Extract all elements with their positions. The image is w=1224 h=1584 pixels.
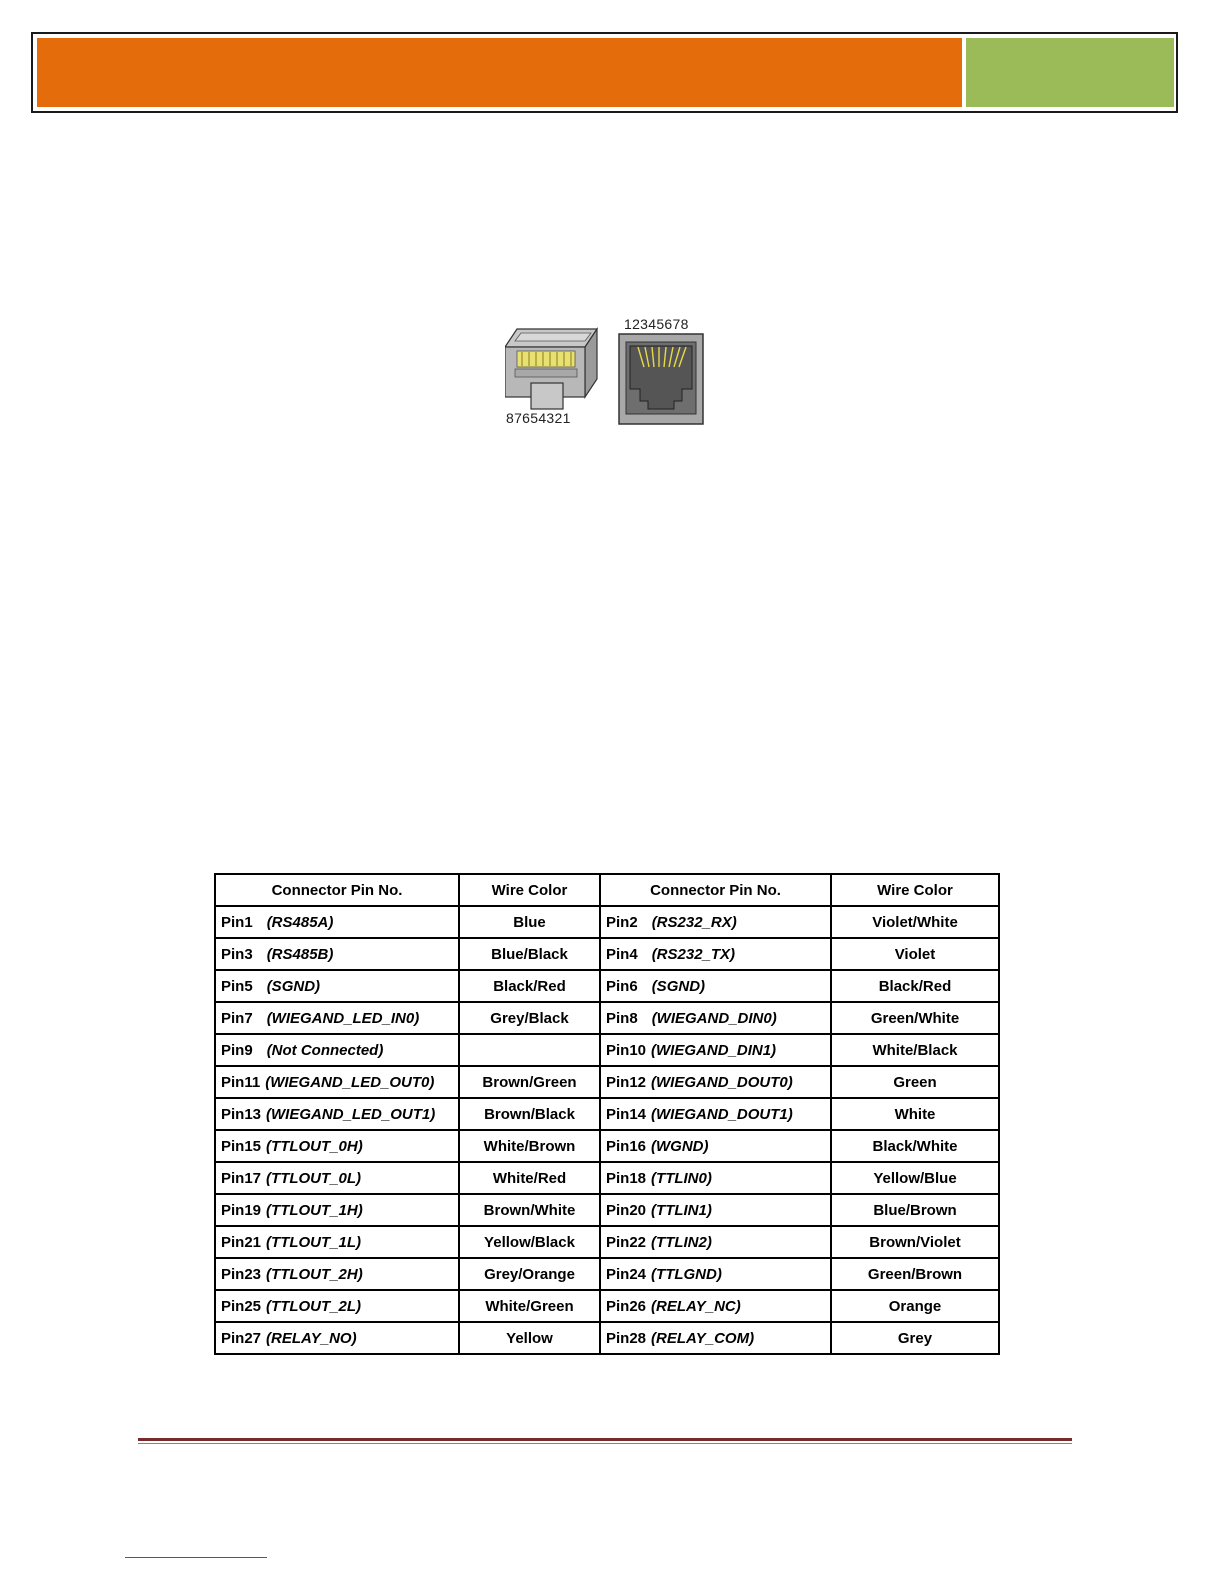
pin-cell-left — [215, 938, 459, 970]
pin-number: Pin28 — [606, 1329, 647, 1347]
pin-number: Pin22 — [606, 1233, 647, 1251]
pin-number: Pin21 — [221, 1233, 262, 1251]
pin-number: Pin4 — [606, 945, 638, 963]
wire-color-cell-right: Violet — [831, 938, 999, 970]
pin-signal: (RS232_RX) — [651, 913, 737, 931]
table-row — [215, 970, 999, 1002]
pin-number: Pin3 — [221, 945, 253, 963]
wire-color-cell-left: Yellow/Black — [459, 1226, 600, 1258]
pin-number: Pin23 — [221, 1265, 262, 1283]
rj45-jack-icon — [618, 333, 704, 425]
header-wire-color-left: Wire Color — [459, 874, 600, 906]
wire-color-cell-left: Blue/Black — [459, 938, 600, 970]
wire-color-cell-right: Green/White — [831, 1002, 999, 1034]
pin-signal: (WIEGAND_DIN0) — [651, 1009, 777, 1027]
wire-color-cell-left: White/Green — [459, 1290, 600, 1322]
pin-cell-right — [600, 1002, 831, 1034]
pin-cell-left — [215, 1226, 459, 1258]
wire-color-cell-right: Yellow/Blue — [831, 1162, 999, 1194]
pin-number: Pin19 — [221, 1201, 262, 1219]
wire-color-cell-right: Grey — [831, 1322, 999, 1354]
pin-cell-left — [215, 1290, 459, 1322]
table-header-row — [215, 874, 999, 906]
pin-number: Pin2 — [606, 913, 638, 931]
pin-number: Pin15 — [221, 1137, 262, 1155]
pin-signal: (TTLGND) — [651, 1265, 722, 1283]
table-row — [215, 1002, 999, 1034]
wire-color-cell-right: Black/Red — [831, 970, 999, 1002]
pin-signal: (TTLOUT_1L) — [266, 1233, 362, 1251]
pin-signal: (RS485A) — [266, 913, 334, 931]
table-row — [215, 1162, 999, 1194]
header-connector-pin-right: Connector Pin No. — [600, 874, 831, 906]
pin-number: Pin10 — [606, 1041, 647, 1059]
table-row — [215, 938, 999, 970]
table-row — [215, 1066, 999, 1098]
pin-cell-right — [600, 1130, 831, 1162]
pin-number: Pin8 — [606, 1009, 638, 1027]
pin-cell-left — [215, 1066, 459, 1098]
pin-signal: (RELAY_NO) — [266, 1329, 357, 1347]
pin-number: Pin11 — [221, 1073, 261, 1091]
rj45-plug-icon — [505, 325, 601, 415]
header-orange-block — [37, 38, 962, 107]
pin-cell-right — [600, 1034, 831, 1066]
pin-cell-right — [600, 1194, 831, 1226]
table-row — [215, 906, 999, 938]
wire-color-cell-right: Green/Brown — [831, 1258, 999, 1290]
pin-signal: (WIEGAND_DOUT0) — [651, 1073, 793, 1091]
pin-cell-right — [600, 1290, 831, 1322]
pin-signal: (WIEGAND_DIN1) — [651, 1041, 777, 1059]
wire-color-cell-left: Brown/Green — [459, 1066, 600, 1098]
pin-number: Pin14 — [606, 1105, 647, 1123]
pin-signal: (Not Connected) — [266, 1041, 384, 1059]
pin-cell-left — [215, 970, 459, 1002]
header-connector-pin-left: Connector Pin No. — [215, 874, 459, 906]
wire-color-cell-right: Violet/White — [831, 906, 999, 938]
pin-cell-right — [600, 1226, 831, 1258]
pin-signal: (SGND) — [266, 977, 321, 995]
plug-pin-order-label: 87654321 — [506, 410, 571, 426]
wire-color-cell-right: White — [831, 1098, 999, 1130]
pin-signal: (WIEGAND_LED_IN0) — [266, 1009, 420, 1027]
pin-signal: (RS485B) — [266, 945, 334, 963]
table-row — [215, 1098, 999, 1130]
pin-cell-right — [600, 1322, 831, 1354]
pin-cell-left — [215, 906, 459, 938]
pin-signal: (TTLOUT_1H) — [266, 1201, 363, 1219]
wire-color-cell-left: White/Brown — [459, 1130, 600, 1162]
pin-signal: (TTLOUT_2L) — [266, 1297, 362, 1315]
table-row — [215, 1290, 999, 1322]
pin-signal: (WIEGAND_DOUT1) — [651, 1105, 793, 1123]
pin-number: Pin25 — [221, 1297, 262, 1315]
footer-rule — [138, 1438, 1072, 1441]
wire-color-cell-right: Orange — [831, 1290, 999, 1322]
pin-signal: (WIEGAND_LED_OUT1) — [266, 1105, 436, 1123]
pin-cell-left — [215, 1322, 459, 1354]
wire-color-cell-left: Blue — [459, 906, 600, 938]
pin-cell-left — [215, 1258, 459, 1290]
pin-signal: (TTLOUT_0L) — [266, 1169, 362, 1187]
pin-number: Pin20 — [606, 1201, 647, 1219]
pin-number: Pin16 — [606, 1137, 647, 1155]
footer-rule-thin — [138, 1443, 1072, 1444]
wire-color-cell-right: Black/White — [831, 1130, 999, 1162]
wire-color-cell-left: Grey/Orange — [459, 1258, 600, 1290]
pin-number: Pin7 — [221, 1009, 253, 1027]
wire-color-cell-right: White/Black — [831, 1034, 999, 1066]
pin-number: Pin9 — [221, 1041, 253, 1059]
wire-color-cell-left: White/Red — [459, 1162, 600, 1194]
jack-pin-order-label: 12345678 — [624, 316, 689, 332]
wire-color-cell-right: Blue/Brown — [831, 1194, 999, 1226]
table-row — [215, 1258, 999, 1290]
pin-cell-right — [600, 1098, 831, 1130]
wire-color-cell-left: Brown/White — [459, 1194, 600, 1226]
pin-number: Pin13 — [221, 1105, 262, 1123]
pin-signal: (TTLIN1) — [651, 1201, 712, 1219]
header-band — [31, 32, 1178, 113]
pin-number: Pin24 — [606, 1265, 647, 1283]
pin-cell-right — [600, 1258, 831, 1290]
wire-color-cell-left — [459, 1034, 600, 1066]
pin-number: Pin27 — [221, 1329, 262, 1347]
table-row — [215, 1194, 999, 1226]
header-green-block — [966, 38, 1174, 107]
header-wire-color-right: Wire Color — [831, 874, 999, 906]
pin-cell-right — [600, 1162, 831, 1194]
pin-signal: (RELAY_COM) — [651, 1329, 755, 1347]
pin-number: Pin1 — [221, 913, 253, 931]
pin-signal: (WIEGAND_LED_OUT0) — [265, 1073, 435, 1091]
pin-signal: (WGND) — [651, 1137, 709, 1155]
pin-cell-right — [600, 906, 831, 938]
pin-number: Pin5 — [221, 977, 253, 995]
pin-signal: (TTLOUT_0H) — [266, 1137, 363, 1155]
pin-number: Pin26 — [606, 1297, 647, 1315]
pin-cell-left — [215, 1162, 459, 1194]
pin-signal: (RS232_TX) — [651, 945, 736, 963]
pin-signal: (SGND) — [651, 977, 706, 995]
pin-cell-left — [215, 1002, 459, 1034]
pin-cell-left — [215, 1098, 459, 1130]
pin-number: Pin18 — [606, 1169, 647, 1187]
wire-color-cell-left: Black/Red — [459, 970, 600, 1002]
pin-cell-right — [600, 970, 831, 1002]
footer-link-underline — [125, 1557, 267, 1558]
pin-number: Pin17 — [221, 1169, 262, 1187]
pin-cell-left — [215, 1130, 459, 1162]
pin-cell-right — [600, 1066, 831, 1098]
pin-number: Pin12 — [606, 1073, 647, 1091]
wire-color-cell-left: Grey/Black — [459, 1002, 600, 1034]
pin-signal: (TTLIN0) — [651, 1169, 712, 1187]
wire-color-cell-left: Yellow — [459, 1322, 600, 1354]
pin-signal: (RELAY_NC) — [651, 1297, 741, 1315]
wire-color-cell-right: Green — [831, 1066, 999, 1098]
pin-cell-left — [215, 1194, 459, 1226]
pin-assignment-table — [214, 873, 1000, 1355]
wire-color-cell-right: Brown/Violet — [831, 1226, 999, 1258]
table-row — [215, 1226, 999, 1258]
pin-signal: (TTLIN2) — [651, 1233, 712, 1251]
table-row — [215, 1130, 999, 1162]
table-row — [215, 1034, 999, 1066]
pin-signal: (TTLOUT_2H) — [266, 1265, 363, 1283]
pin-cell-left — [215, 1034, 459, 1066]
wire-color-cell-left: Brown/Black — [459, 1098, 600, 1130]
pin-cell-right — [600, 938, 831, 970]
pin-number: Pin6 — [606, 977, 638, 995]
table-row — [215, 1322, 999, 1354]
